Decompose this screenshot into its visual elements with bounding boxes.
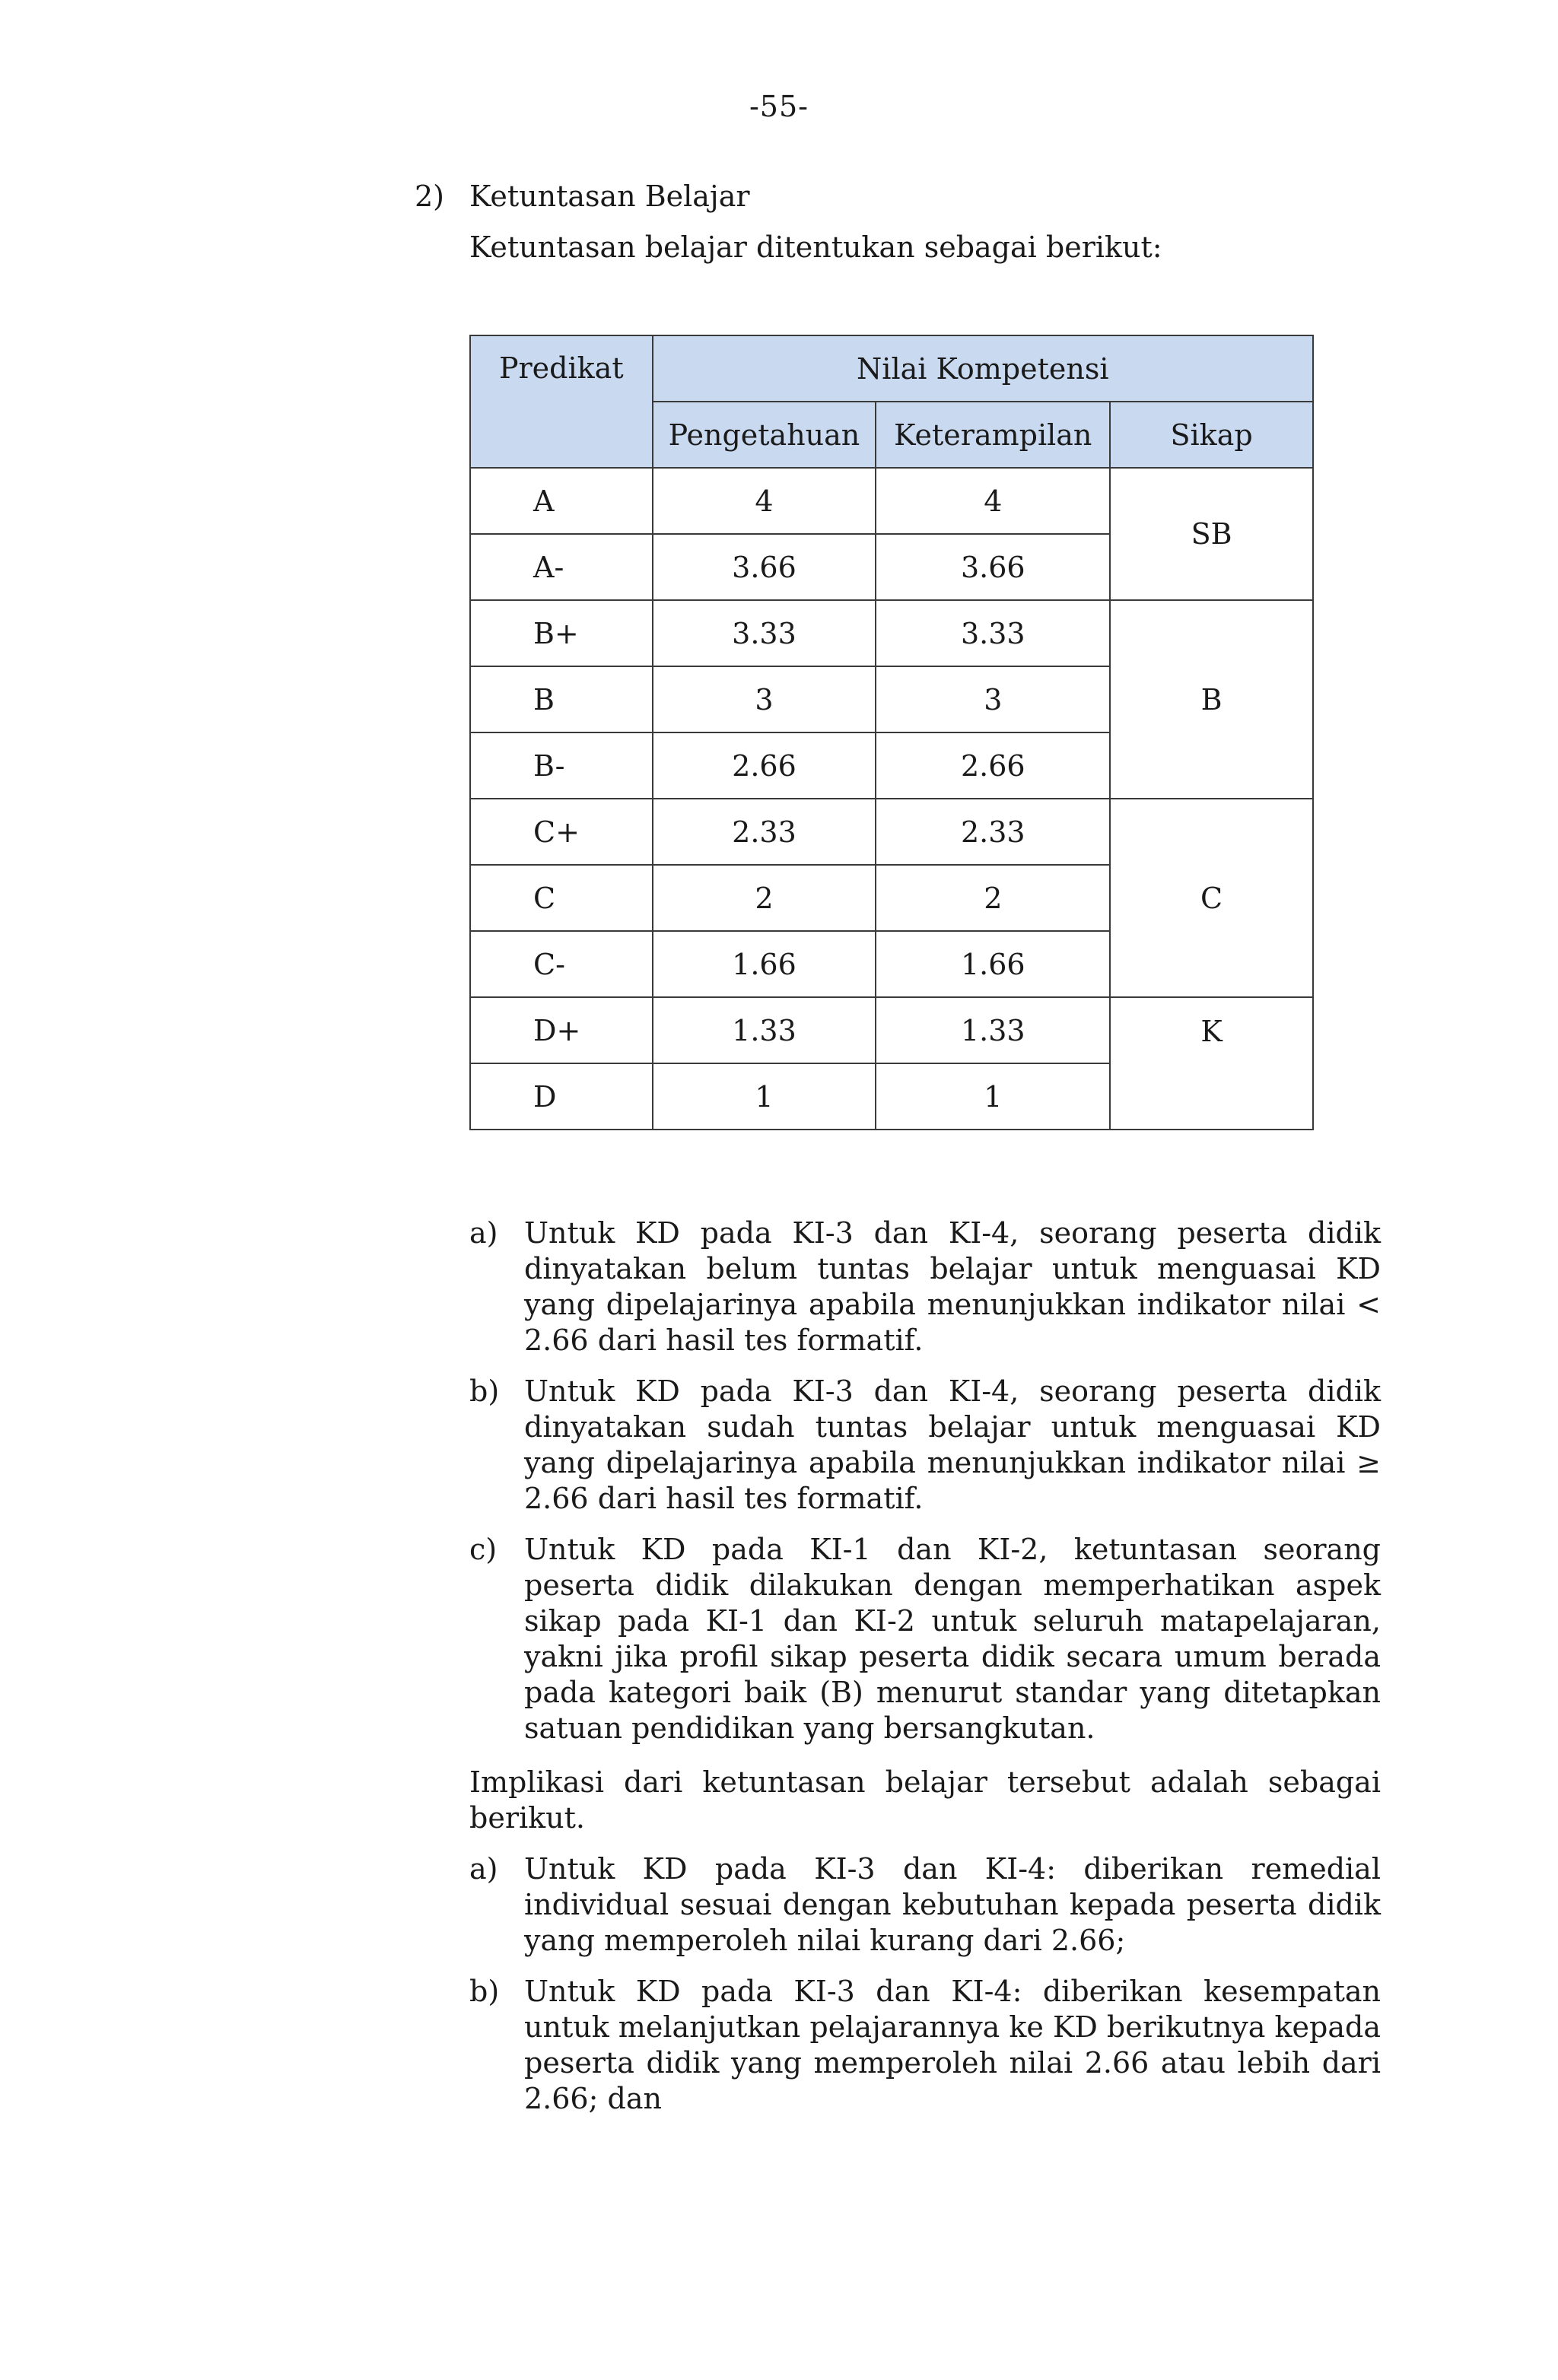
sikap-cell: B (1110, 600, 1313, 799)
predikat-cell: C- (470, 931, 653, 997)
section-intro: Ketuntasan belajar ditentukan sebagai berikut: (469, 230, 1162, 264)
sikap-cell: C (1110, 799, 1313, 997)
keterampilan-cell: 2.33 (876, 799, 1110, 865)
header-nilai-kompetensi: Nilai Kompetensi (653, 335, 1313, 402)
list-marker: b) (469, 1374, 500, 1408)
keterampilan-cell: 3.33 (876, 600, 1110, 666)
list-item (469, 1374, 1381, 1517)
table-row (470, 468, 1313, 534)
predikat-cell: B+ (470, 600, 653, 666)
predikat-cell: D+ (470, 997, 653, 1063)
pengetahuan-cell: 3 (653, 666, 876, 732)
predikat-cell: B (470, 666, 653, 732)
pengetahuan-cell: 2.33 (653, 799, 876, 865)
table-row (470, 997, 1313, 1063)
implication-intro: Implikasi dari ketuntasan belajar tersebut adalah sebagai berikut. (469, 1765, 1381, 1835)
predikat-cell: D (470, 1063, 653, 1130)
header-sikap: Sikap (1110, 402, 1313, 468)
sikap-cell: SB (1110, 468, 1313, 600)
predikat-cell: B- (470, 732, 653, 799)
list-marker: a) (469, 1216, 498, 1250)
pengetahuan-cell: 1.33 (653, 997, 876, 1063)
table-row (470, 600, 1313, 666)
section-number: 2) (415, 180, 445, 213)
keterampilan-cell: 3.66 (876, 534, 1110, 600)
predikat-cell: C (470, 865, 653, 931)
list-marker: c) (469, 1533, 498, 1566)
list-item-text: Untuk KD pada KI-3 dan KI-4: diberikan kesempatan untuk melanjutkan pelajarannya ke KD berikutnya kepada peserta didik yang memperoleh nilai 2.66 atau lebih dari 2.66; dan (524, 1975, 1381, 2115)
list-item (469, 1974, 1381, 2117)
pengetahuan-cell: 3.33 (653, 600, 876, 666)
header-pengetahuan: Pengetahuan (653, 402, 876, 468)
section-heading (415, 180, 750, 213)
keterampilan-cell: 1.66 (876, 931, 1110, 997)
list-item (469, 1215, 1381, 1358)
header-keterampilan: Keterampilan (876, 402, 1110, 468)
predikat-cell: A- (470, 534, 653, 600)
predikat-cell: C+ (470, 799, 653, 865)
header-predikat: Predikat (470, 335, 653, 468)
predikat-cell: A (470, 468, 653, 534)
list-marker: b) (469, 1975, 500, 2008)
keterampilan-cell: 2.66 (876, 732, 1110, 799)
pengetahuan-cell: 4 (653, 468, 876, 534)
implication-list (469, 1851, 1381, 2132)
sikap-cell: K (1110, 997, 1313, 1130)
list-item-text: Untuk KD pada KI-3 dan KI-4: diberikan remedial individual sesuai dengan kebutuhan kepada peserta didik yang memperoleh nilai kurang dari 2.66; (524, 1852, 1381, 1957)
pengetahuan-cell: 1.66 (653, 931, 876, 997)
list-item-text: Untuk KD pada KI-3 dan KI-4, seorang peserta didik dinyatakan belum tuntas belajar untuk menguasai KD yang dipelajarinya apabila menunjukkan indikator nilai < 2.66 dari hasil tes formatif. (524, 1216, 1381, 1357)
pengetahuan-cell: 2.66 (653, 732, 876, 799)
list-item (469, 1532, 1381, 1746)
page-number: -55- (749, 90, 809, 123)
table-row (470, 799, 1313, 865)
criteria-list (469, 1215, 1381, 1762)
keterampilan-cell: 3 (876, 666, 1110, 732)
pengetahuan-cell: 2 (653, 865, 876, 931)
list-marker: a) (469, 1852, 498, 1886)
section-title: Ketuntasan Belajar (469, 180, 750, 213)
list-item-text: Untuk KD pada KI-1 dan KI-2, ketuntasan seorang peserta didik dilakukan dengan memperhatikan aspek sikap pada KI-1 dan KI-2 untuk seluruh matapelajaran, yakni jika profil sikap peserta didik secara umum berada pada kategori baik (B) menurut standar yang ditetapkan satuan pendidikan yang bersangkutan. (524, 1533, 1381, 1745)
predikat-table (469, 335, 1314, 1130)
keterampilan-cell: 2 (876, 865, 1110, 931)
list-item (469, 1851, 1381, 1959)
keterampilan-cell: 1.33 (876, 997, 1110, 1063)
keterampilan-cell: 4 (876, 468, 1110, 534)
keterampilan-cell: 1 (876, 1063, 1110, 1130)
list-item-text: Untuk KD pada KI-3 dan KI-4, seorang peserta didik dinyatakan sudah tuntas belajar untuk menguasai KD yang dipelajarinya apabila menunjukkan indikator nilai ≥ 2.66 dari hasil tes formatif. (524, 1374, 1381, 1515)
pengetahuan-cell: 3.66 (653, 534, 876, 600)
pengetahuan-cell: 1 (653, 1063, 876, 1130)
